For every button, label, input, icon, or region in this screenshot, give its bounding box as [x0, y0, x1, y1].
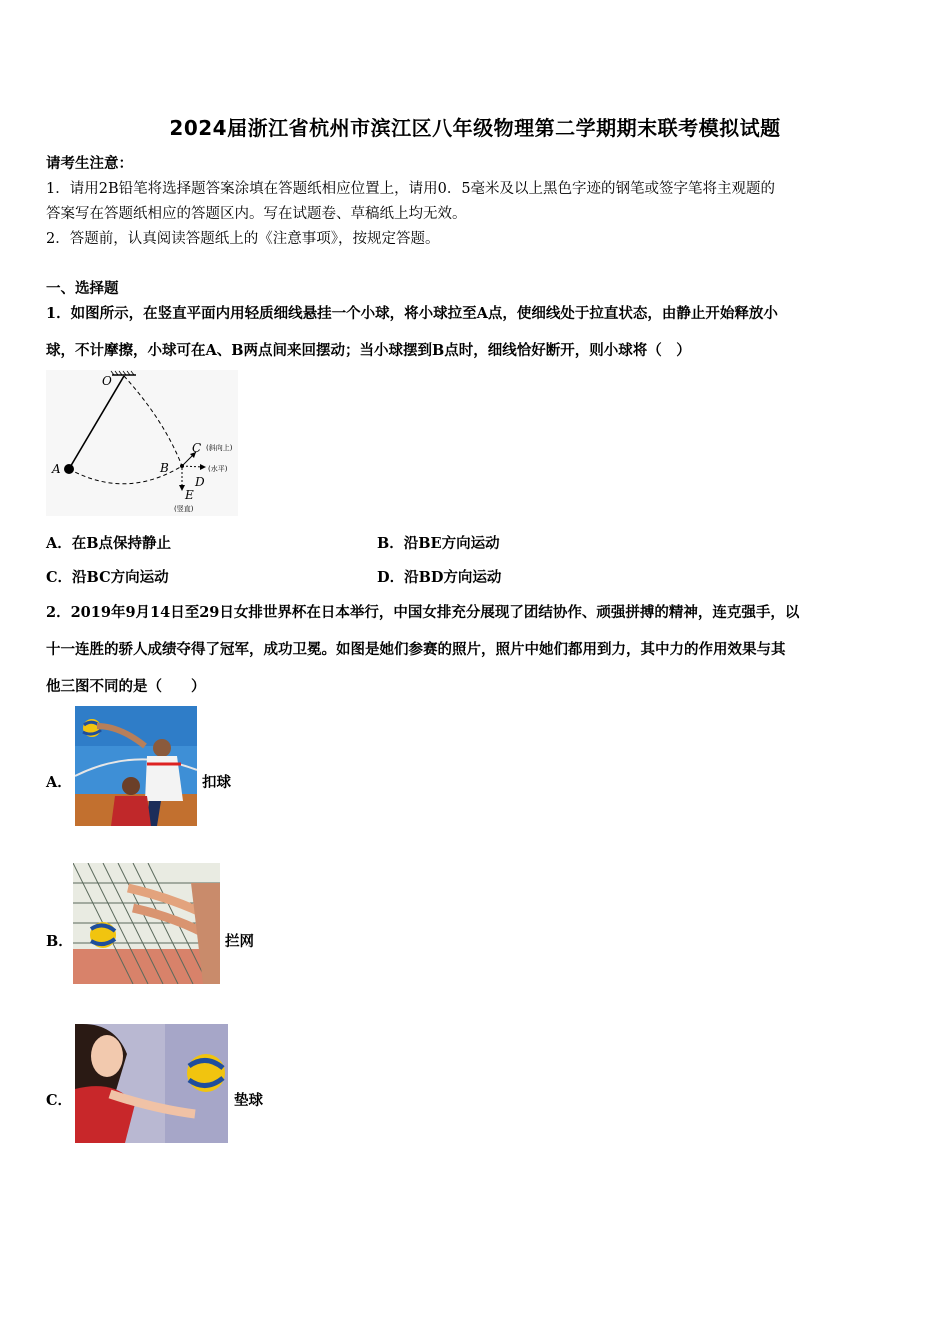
label-e: E [185, 488, 194, 502]
dig-photo [75, 1024, 228, 1143]
q2-option-a-letter[interactable]: A． [46, 774, 72, 791]
q2-stem-line-2: 十一连胜的骄人成绩夺得了冠军，成功卫冕。如图是她们参赛的照片，照片中她们都用到力，其中力的作用效果与其 [46, 641, 786, 658]
q2-option-c-caption: 垫球 [234, 1092, 263, 1109]
label-o: O [102, 374, 112, 388]
q2-stem-line-3: 他三图不同的是（ ） [46, 678, 206, 695]
q1-option-c[interactable]: C．沿BC方向运动 [46, 569, 169, 586]
figure-background [46, 370, 238, 516]
notice-item-1-line-1: 1．请用2B铅笔将选择题答案涂填在答题纸相应位置上，请用0．5毫米及以上黑色字迹的钢笔或签字笔将主观题的 [46, 181, 776, 197]
label-b: B [160, 461, 169, 475]
label-d: D [195, 475, 205, 489]
pendulum-figure [46, 370, 238, 516]
q2-option-b-letter[interactable]: B． [46, 933, 73, 950]
note-d: (水平) [208, 465, 228, 473]
note-e: (竖直) [174, 505, 194, 513]
q1-stem-line-2: 球，不计摩擦，小球可在A、B两点间来回摆动；当小球摆到B点时，细线恰好断开，则小球将（ ） [46, 342, 691, 359]
label-a: A [52, 462, 61, 476]
notice-item-2: 2．答题前，认真阅读答题纸上的《注意事项》，按规定答题。 [46, 231, 440, 247]
q1-option-a[interactable]: A．在B点保持静止 [46, 535, 172, 552]
notice-item-1-line-2: 答案写在答题纸相应的答题区内。写在试题卷、草稿纸上均无效。 [46, 206, 467, 222]
q2-option-b-caption: 拦网 [225, 933, 254, 950]
ball-at-a [64, 464, 74, 474]
q1-option-d[interactable]: D．沿BD方向运动 [377, 569, 502, 586]
block-photo [73, 863, 220, 984]
section-heading: 一、选择题 [46, 280, 119, 297]
label-c: C [192, 441, 202, 455]
note-c: (斜向上) [206, 444, 233, 452]
q2-stem-line-1: 2．2019年9月14日至29日女排世界杯在日本举行，中国女排充分展现了团结协作、顽强拼搏的精神，连克强手，以 [46, 604, 800, 621]
q1-option-b[interactable]: B．沿BE方向运动 [377, 535, 500, 552]
notice-heading: 请考生注意： [46, 155, 133, 172]
spike-photo [75, 706, 197, 826]
q1-stem-line-1: 1．如图所示，在竖直平面内用轻质细线悬挂一个小球，将小球拉至A点，使细线处于拉直状态，由静止开始释放小 [46, 305, 778, 322]
page-title: 2024届浙江省杭州市滨江区八年级物理第二学期期末联考模拟试题 [169, 116, 781, 140]
q2-option-a-caption: 扣球 [202, 774, 231, 791]
q2-option-c-letter[interactable]: C． [46, 1092, 73, 1109]
